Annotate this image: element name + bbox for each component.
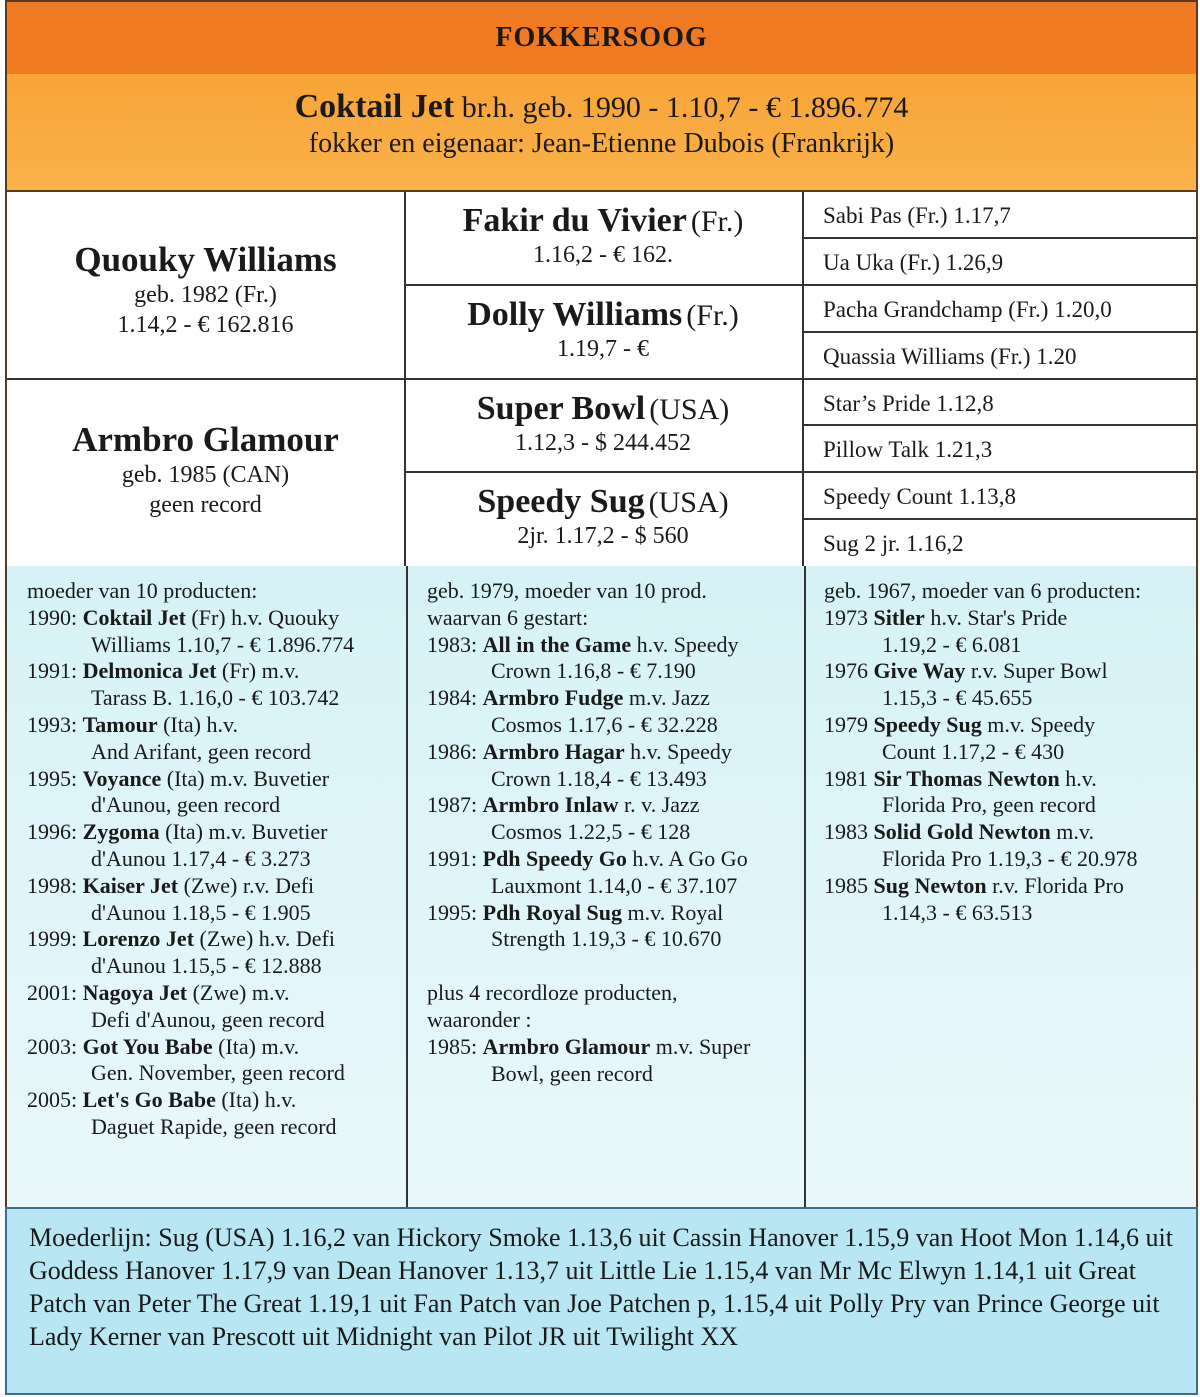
produce-entry: 1983: All in the Game h.v. Speedy Crown 1.16,8 - € 7.190 xyxy=(427,631,739,684)
column-intro: waarvan 6 gestart: xyxy=(427,604,589,630)
gen3-ancestor: Speedy Count 1.13,8 xyxy=(823,484,1016,509)
dam-line-text: Moederlijn: Sug (USA) 1.16,2 van Hickory Smoke 1.13,6 uit Cassin Hanover 1.15,9 van Hoot Mon 1.14,6 uit Goddess Hanover 1.17,9 van Dean Hanover 1.13,7 uit Little Lie 1.15,4 van Mr Mc Elwyn 1.14,1 uit Great Patch van Peter The Great 1.19,1 uit Fan Patch van Joe Patchen p, 1.15,4 uit Polly Pry van Prince George uit Lady Kerner van Prescott uit Midnight van Pilot JR uit Twilight XX xyxy=(29,1223,1173,1351)
gen3-ancestor: Sabi Pas (Fr.) 1.17,7 xyxy=(823,203,1011,228)
produce-entry: 1993: Tamour (Ita) h.v. And Arifant, geen record xyxy=(27,711,311,764)
gen2-record: 1.16,2 - € 162. xyxy=(533,242,673,268)
horse-title-line xyxy=(7,88,1196,126)
column-intro: geb. 1967, moeder van 6 producten: xyxy=(824,578,1142,603)
dam-cell xyxy=(7,420,404,520)
gen2-name: Fakir du Vivier xyxy=(462,202,687,239)
page-title: FOKKERSOOG xyxy=(495,22,708,53)
extra-note: waaronder : xyxy=(427,1006,532,1032)
pedigree-table xyxy=(5,192,1198,566)
gen2-cell xyxy=(404,390,802,458)
gen2-name: Speedy Sug xyxy=(477,483,645,520)
produce-entry: 2005: Let's Go Babe (Ita) h.v. Daguet Rapide, geen record xyxy=(27,1087,337,1139)
gen3-ancestor: Quassia Williams (Fr.) 1.20 xyxy=(823,344,1077,369)
title-bar xyxy=(5,0,1198,76)
sire-record: 1.14,2 - € 162.816 xyxy=(117,312,294,338)
dam-record: geen record xyxy=(149,492,262,518)
produce-entry: 1996: Zygoma (Ita) m.v. Buvetier d'Aunou 1.17,4 - € 3.273 xyxy=(27,819,328,871)
gen2-cell xyxy=(404,296,802,364)
extra-note: plus 4 recordloze producten, xyxy=(427,980,678,1006)
produce-entry: 1979 Speedy Sug m.v. Speedy Count 1.17,2 - € 430 xyxy=(824,711,1096,764)
column-intro: moeder van 10 producten: xyxy=(27,578,258,603)
sire-name: Quouky Williams xyxy=(74,240,337,279)
gen2-record: 1.19,7 - € xyxy=(557,336,649,362)
produce-entry: 1984: Armbro Fudge m.v. Jazz Cosmos 1.17,6 - € 32.228 xyxy=(427,685,718,737)
dam-produce-column xyxy=(27,578,399,1141)
produce-entry: 1987: Armbro Inlaw r. v. Jazz Cosmos 1.22,5 - € 128 xyxy=(427,792,700,845)
great-grand-dam-produce-column xyxy=(824,578,1194,926)
dam-line-footer xyxy=(5,1207,1198,1395)
sire-birth: geb. 1982 (Fr.) xyxy=(134,282,277,308)
gen2-name: Dolly Williams xyxy=(467,296,683,333)
horse-info: br.h. geb. 1990 - 1.10,7 - € 1.896.774 xyxy=(461,91,909,124)
produce-entry: 1995: Voyance (Ita) m.v. Buvetier d'Aunou, geen record xyxy=(27,765,330,818)
produce-entry: 1991: Delmonica Jet (Fr) m.v. Tarass B. 1.16,0 - € 103.742 xyxy=(27,658,340,711)
horse-header xyxy=(5,74,1198,192)
grand-dam-produce-column xyxy=(427,578,799,1087)
produce-entry: 1998: Kaiser Jet (Zwe) r.v. Defi d'Aunou 1.18,5 - € 1.905 xyxy=(27,872,315,925)
produce-section xyxy=(5,566,1198,1207)
gen2-origin: (USA) xyxy=(648,486,729,519)
dam-birth: geb. 1985 (CAN) xyxy=(121,462,290,488)
gen3-ancestor: Star’s Pride 1.12,8 xyxy=(823,391,994,416)
produce-entry: 1985 Sug Newton r.v. Florida Pro 1.14,3 - € 63.513 xyxy=(824,872,1124,925)
gen2-cell xyxy=(404,483,802,551)
gen2-name: Super Bowl xyxy=(476,390,646,427)
gen2-record: 1.12,3 - $ 244.452 xyxy=(515,430,691,456)
produce-entry: 2001: Nagoya Jet (Zwe) m.v. Defi d'Aunou, geen record xyxy=(27,979,325,1032)
produce-entry: 1995: Pdh Royal Sug m.v. Royal Strength 1.19,3 - € 10.670 xyxy=(427,899,724,952)
produce-entry: 1981 Sir Thomas Newton h.v. Florida Pro, geen record xyxy=(824,765,1097,818)
produce-entry: 1990: Coktail Jet (Fr) h.v. Quouky Williams 1.10,7 - € 1.896.774 xyxy=(27,604,355,657)
gen3-ancestor: Sug 2 jr. 1.16,2 xyxy=(823,531,964,556)
sire-cell xyxy=(7,240,404,340)
gen2-record: 2jr. 1.17,2 - $ 560 xyxy=(517,523,689,549)
produce-entry: 1999: Lorenzo Jet (Zwe) h.v. Defi d'Aunou 1.15,5 - € 12.888 xyxy=(27,926,335,979)
dam-name: Armbro Glamour xyxy=(72,420,339,459)
owner-line: fokker en eigenaar: Jean-Etienne Dubois (Frankrijk) xyxy=(308,128,895,159)
gen3-ancestor: Pacha Grandchamp (Fr.) 1.20,0 xyxy=(823,297,1112,322)
gen3-ancestor: Pillow Talk 1.21,3 xyxy=(823,437,993,462)
produce-entry: 1973 Sitler h.v. Star's Pride 1.19,2 - € 6.081 xyxy=(824,604,1068,657)
column-intro: geb. 1979, moeder van 10 prod. xyxy=(427,578,707,603)
gen2-origin: (Fr.) xyxy=(686,299,739,332)
gen2-origin: (Fr.) xyxy=(690,205,744,238)
produce-entry: 1976 Give Way r.v. Super Bowl 1.15,3 - € 45.655 xyxy=(824,658,1108,711)
produce-entry: 1991: Pdh Speedy Go h.v. A Go Go Lauxmont 1.14,0 - € 37.107 xyxy=(427,845,748,898)
gen2-origin: (USA) xyxy=(649,393,730,426)
produce-entry: 2003: Got You Babe (Ita) m.v. Gen. November, geen record xyxy=(27,1033,345,1086)
gen2-cell xyxy=(404,202,802,270)
gen3-ancestor: Ua Uka (Fr.) 1.26,9 xyxy=(823,250,1004,275)
produce-entry: 1985: Armbro Glamour m.v. Super Bowl, geen record xyxy=(427,1033,751,1086)
horse-name: Coktail Jet xyxy=(294,88,455,125)
produce-entry: 1983 Solid Gold Newton m.v. Florida Pro 1.19,3 - € 20.978 xyxy=(824,819,1138,871)
produce-entry: 1986: Armbro Hagar h.v. Speedy Crown 1.18,4 - € 13.493 xyxy=(427,738,732,791)
